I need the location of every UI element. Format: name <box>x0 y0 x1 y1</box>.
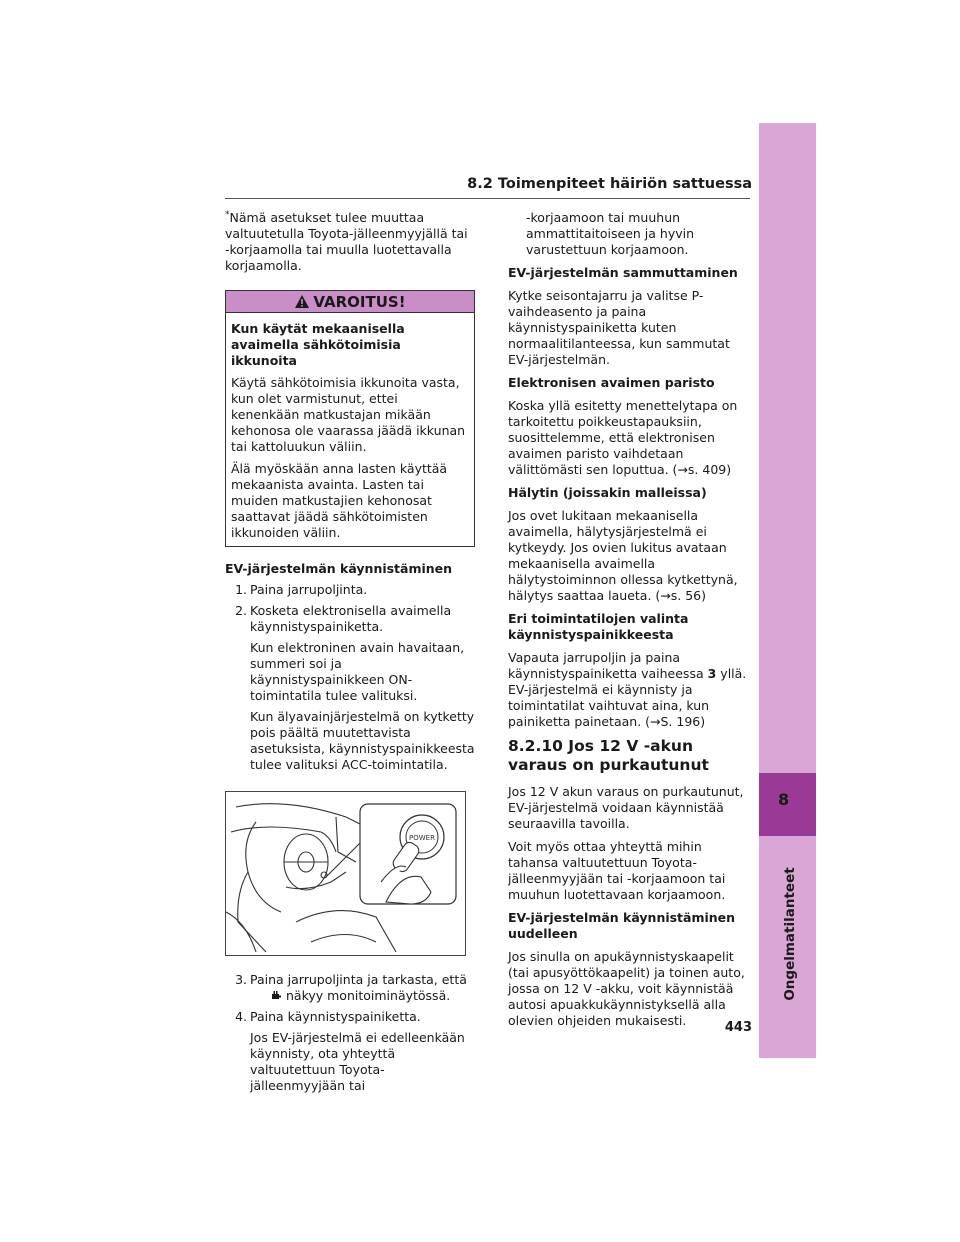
section-paragraph: Voit myös ottaa yhteyttä mihin tahansa valtuutettuun Toyota-jälleenmyyjään tai -korjaamoon tai muuhun luotettavaan korjaamoon. <box>508 839 726 902</box>
mode-text: Vapauta jarrupoljin ja paina käynnistyspainiketta vaiheessa 3 yllä. EV-järjestelmä ei käynnisty ja toimintatilat vaihtuvat aina, kun painiketta painetaan. (→S. 196) <box>508 650 747 729</box>
page-number: 443 <box>724 1020 752 1035</box>
step-4-note: Jos EV-järjestelmä ei edelleenkään käynnisty, ota yhteyttä valtuutettuun Toyota-jälleenmyyjään tai <box>250 1030 465 1094</box>
header-divider <box>225 198 750 199</box>
step-2: 2. Kosketa elektronisella avaimella käynnistyspainiketta. <box>235 603 452 635</box>
alarm-heading: Hälytin (joissakin malleissa) <box>508 485 707 500</box>
warning-label: VAROITUS! <box>313 292 406 311</box>
section-paragraph: Jos 12 V akun varaus on purkautunut, EV-järjestelmä voidaan käynnistää seuraavilla tavoilla. <box>508 784 744 831</box>
alarm-text: Jos ovet lukitaan mekaanisella avaimella, hälytysjärjestelmä ei kytkeydy. Jos ovien lukitus avataan mekaanisella avaimella hälytystoiminnon ollessa kytkettynä, hälytys saattaa laueta. (→s. 56) <box>508 508 738 603</box>
step-4: 4. Paina käynnistyspainiketta. <box>235 1009 421 1025</box>
step-2-note: Kun elektroninen avain havaitaan, summeri soi ja käynnistyspainikkeen ON-toimintatila tulee valituksi. <box>250 640 465 704</box>
warning-paragraph: Käytä sähkötoimisia ikkunoita vasta, kun olet varmistunut, ettei kenenkään matkustajan mikään kehonosa ole vaarassa jäädä ikkunan tai kattoluukun väliin. <box>231 375 466 455</box>
restart-text: Jos sinulla on apukäynnistyskaapelit (tai apusyöttökaapelit) ja toinen auto, jossa on 12 V -akku, voit käynnistää autosi apuakkukäynnistyksellä alla olevien ohjeiden mukaisesti. <box>508 949 745 1028</box>
stop-heading: EV-järjestelmän sammuttaminen <box>508 265 738 280</box>
warning-header <box>226 291 474 313</box>
chapter-label: Ongelmatilanteet <box>782 867 798 1001</box>
step-1: 1. Paina jarrupoljinta. <box>235 582 368 598</box>
left-column <box>225 207 475 1099</box>
ready-indicator-icon <box>270 989 282 1001</box>
warning-box <box>225 290 475 547</box>
battery-heading: Elektronisen avaimen paristo <box>508 375 715 390</box>
section-header: 8.2 Toimenpiteet häiriön sattuessa <box>467 176 752 192</box>
battery-text: Koska yllä esitetty menettelytapa on tarkoitettu poikkeustapauksiin, suosittelemme, että elektronisen avaimen paristo vaihdetaan välittömästi sen loputtua. (→s. 409) <box>508 398 738 477</box>
right-column <box>508 210 753 1036</box>
car-interior-drawing <box>226 792 465 955</box>
mode-heading: Eri toimintatilojen valinta käynnistyspainikkeesta <box>508 611 689 642</box>
section-heading: 8.2.10 Jos 12 V -akun varaus on purkautunut <box>508 737 709 774</box>
stop-text: Kytke seisontajarru ja valitse P-vaihdeasento ja paina käynnistyspainiketta kuten normaalitilanteessa, kun sammutat EV-järjestelmän. <box>508 288 730 367</box>
power-button-label: POWER <box>409 834 435 843</box>
step-3: 3. Paina jarrupoljinta ja tarkasta, että näkyy monitoiminäytössä. <box>235 972 467 1004</box>
restart-heading: EV-järjestelmän käynnistäminen uudelleen <box>508 910 736 941</box>
warning-icon <box>294 294 310 309</box>
warning-subtitle: Kun käytät mekaanisella avaimella sähkötoimisia ikkunoita <box>231 321 405 369</box>
start-heading: EV-järjestelmän käynnistäminen <box>225 561 453 577</box>
warning-paragraph: Älä myöskään anna lasten käyttää mekaanista avainta. Lasten tai muiden matkustajien kehonosat saattavat jäädä sähkötoimisten ikkunoiden väliin. <box>231 461 448 541</box>
chapter-number: 8 <box>778 790 790 809</box>
start-button-illustration <box>225 791 466 956</box>
footnote: *Nämä asetukset tulee muuttaa valtuutetulla Toyota-jälleenmyyjällä tai -korjaamolla tai muulla luotettavalla korjaamolla. <box>225 210 468 274</box>
continuation-text: -korjaamoon tai muuhun ammattitaitoiseen ja hyvin varustettuun korjaamoon. <box>526 210 695 257</box>
step-2-note: Kun älyavainjärjestelmä on kytketty pois päältä muutettavista asetuksista, käynnistyspainikkeesta tulee valituksi ACC-toimintatila. <box>250 709 475 773</box>
